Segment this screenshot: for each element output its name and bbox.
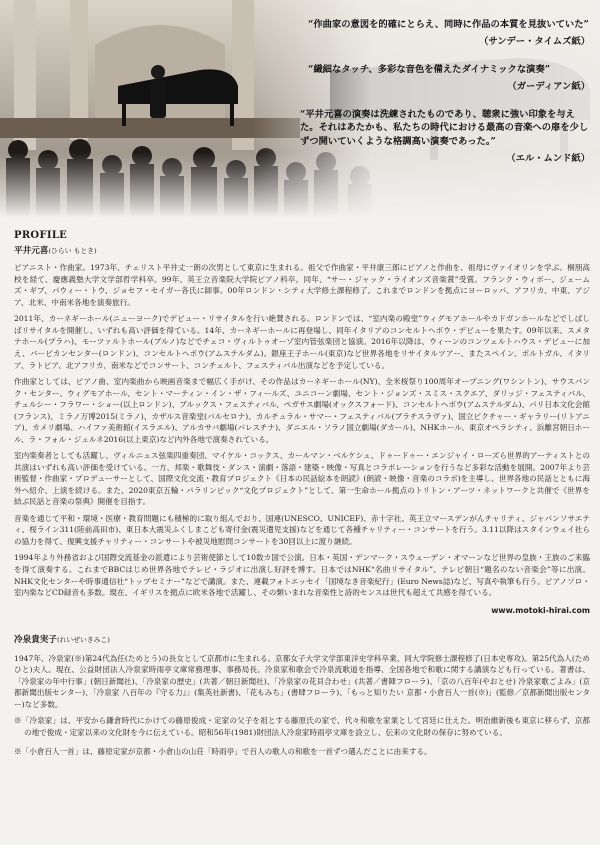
quote-text: “作曲家の意図を的確にとらえ、同時に作品の本質を見抜いていた” — [308, 19, 589, 30]
reizei-name-ruby: (れいぜいきみこ) — [56, 636, 110, 645]
bio-paragraph: 2011年、カーネギーホール(ニューヨーク)でデビュー・リサイタルを行い絶賛される。ロンドンでは、“室内楽の殿堂”ウィグモアホールやカドガンホールなどでしばしばリサイタルを開催し、いずれも高い評価を得ている。14年、カーネギーホールに再登場し、同年イタリアのコンセルトヘボウ・デビューを果たす。09年以来、スメタナホール(プラハ)、モーツァルトホール(ブルノ)などでチェコ・ヴィルトゥオーゾ室内管弦楽団と協演。2016年以降は、ウィーンのコンツェルトハウス・デビューに加え、バービカンセンター(ロンドン)、コンセルトヘボウ(アムステルダム)、銀座王子ホール(東京)など世界各地をリサイタルツアー、またスペイン、ポルトガル、イタリア、ラトビア、北アフリカ、南米などでコンサート、コンチェルト、フェスティバル出演などを予定している。 — [14, 314, 590, 370]
bio-paragraph: 音楽を通じて平和・環境・医療・教育問題にも積極的に取り組んでおり、国連(UNESCO、UNICEF)、赤十字社、英王立マースデンがんチャリティ、ジャパンソサエティ、桜ライン311(陸前高田市)、東日本大震災ふくしまこども寄付金(震災遺児支援)などを通じて各種チャリティー・コンサートを行う。3.11以降はスタインウェイ社らの協力を得て、復興支援チャリティー・コンサートや被災地慰問コンサートを30回以上に渡り継続。 — [14, 513, 590, 546]
bio-paragraph: 室内楽奏者としても活躍し、ヴィルニュス弦楽四重奏団、マイケル・コックス、カールマン・ベルケシュ、ドゥードゥー・エンジャイ・ローズら世界的アーティストとの共演はいずれも高い評価を受けている。一方、邦楽・歌舞伎・ダンス・演劇・落語・建築・映像・写真とコラボレーションを行うなど多彩な活動を展開。2007年より芸術監督・作曲家・プロデューサーとして、国際文化交流・教育プロジェクト《日本の民話絵本を朗読》(朗読・映像・音楽のコラボ)を主導し、世界各地の民話とともに海外へ紹介、上演を続ける。また、2020東京五輪・パラリンピック“文化プロジェクト”として、第一生命ホール拠点のトリトン・アーツ・ネットワークと共催で《世界を結ぶ民話と音楽の祭典》開催を目指す。 — [14, 451, 590, 507]
press-quotes — [300, 18, 590, 180]
bio-paragraph: ピアニスト・作曲家。1973年、チェリスト平井丈一朗の次男として東京に生まれる。祖父で作曲家・平井康三郎にピアノと作曲を、祖母にヴァイオリンを学ぶ。桐朋高校を経て、慶應義塾大学文学部哲学科卒。99年、英王立音楽院大学院ピアノ科卒。同年、“サー・ジャック・ライオンズ音楽賞”受賞。フランク・ウィボー、ジェームズ・ギブ、パウィー・トウ、ジョセフ・セイガー各氏に師事。00年ロンドン・シティ大学修士課程修了。これまでロンドンを拠点にヨーロッパ、アフリカ、中東、アジア、北米、中南米各地を演奏旅行。 — [14, 263, 590, 307]
reizei-name-text: 冷泉貴実子 — [14, 635, 57, 646]
bio-paragraph: 作曲家としては、ピアノ曲、室内楽曲から映画音楽まで幅広く手がけ、その作品はカーネギーホール(NY)、全米桜祭り100周年オープニング(ワシントン)、サウスバンク・センター、ウィグモアホール、セント・マーティン・イン・ザ・フィールズ、ユニコーン劇場、セント・ジョンズ・スミス・スクエア、ダリッジ・フェスティバル、チェルシー・フラワー・ショー(以上ロンドン)、ブルックス・フェスティバル、ペガサス劇場(オックスフォード)、コンセルトヘボウ(アムステルダム)、パリ日本文化会館(フランス)、ミラノ万博2015(ミラノ)、カザルス音楽堂(バルセロナ)、カルチュラル・サマー・フェスティバル(ブラチスラヴァ)、国立ピクチャー・ギャラリー(リトアニア)、カメリ劇場、ハイファ美術館(イスラエル)、アルカサバ劇場(パレスチナ)、ダニエル・ソラノ国立劇場(ダカール)、NHKホール、東京オペラシティ、浜離宮朝日ホール、ラ・フォル・ジュルネ2016(以上東京)など内外各地で演奏されている。 — [14, 377, 590, 444]
profile-heading: PROFILE — [14, 230, 68, 241]
footnote-hyakunin-isshu: ※「小倉百人一首」は、藤原定家が京都・小倉山の山荘「時雨亭」で百人の歌人の和歌を一首ずつ選んだことに由来する。 — [14, 747, 432, 757]
website-link[interactable]: www.motoki-hirai.com — [491, 605, 590, 615]
quote-source: （ガーディアン紙） — [507, 81, 590, 93]
quote-el-mundo — [300, 108, 590, 166]
quote-sunday-times — [300, 18, 590, 49]
quote-source: （エル・ムンド紙） — [506, 153, 590, 165]
reizei-bio: 1947年、冷泉家(※)第24代為任(ためとう)の長女として京都市に生まれる。京都女子大学文学部東洋史学科卒業、同大学院修士課程修了(日本史専攻)。第25代為人(ためひと)夫人。現在、公益財団法人冷泉家時雨亭文庫常務理事、事務局長。冷泉家和歌会で冷泉流歌道を指導、全国各地で和歌に関する講演なども行っている。著書は、「冷泉家の年中行事」(朝日新聞社)、「冷泉家の歴史」(共著／朝日新聞社)、「冷泉家の花貝合わせ」(共著／書陣フローラ)、「京の八百年(やおとせ) 冷泉家歌ごよみ」(京都新聞出版センター)、「冷泉家 八百年の『守る力』」(集英社新書)、「花もみち」(書肆フローラ)、「もっと知りたい 京都・小倉百人一首(※)」(監修／京都新聞出版センター)など多数。 — [14, 653, 590, 709]
pianist-name — [14, 245, 590, 258]
quote-text: “繊細なタッチ、多彩な音色を備えたダイナミックな演奏” — [308, 63, 551, 75]
footnote-reizei-family: ※「冷泉家」は、平安から鎌倉時代にかけての藤原俊成・定家の父子を祖とする藤原氏の家で、代々和歌を家業として宮廷に仕えた。明治維新後も東京に移らず、京都の地で俊成・定家以来の文化財を今に伝えている。昭和56年(1981)財団法人冷泉家時雨亭文庫を設立し、伝来の文化財の保存に努めている。 — [14, 716, 590, 737]
quote-text: “平井元喜の演奏は洗練されたものであり、聴衆に強い印象を与えた。それはあたかも、私たちの時代における最高の音楽への扉を少しずつ開いていくような格調高い演奏であった。” — [300, 108, 589, 147]
pianist-name-text: 平井元喜 — [14, 246, 49, 257]
hero-section — [0, 0, 600, 218]
reizei-name — [14, 634, 590, 647]
pianist-name-ruby: (ひらい もとき) — [48, 247, 97, 256]
profile-content — [14, 228, 590, 758]
quote-source: （サンデー・タイムズ紙） — [479, 36, 590, 48]
quote-guardian — [300, 63, 590, 94]
bio-paragraph: 1994年より外務省および国際交流基金の派遣により芸術使節として10数カ国で公演。日本・英国・デンマーク・スウェーデン・オマーンなど世界の皇族・王族のご来臨を得て演奏する。これまでBBCはじめ世界各地でテレビ・ラジオに出演し好評を博す。日本ではNHK“名曲リサイタル”、テレビ朝日“題名のない音楽会”等に出演。NHK文化センターや時事通信社“トップセミナー”などで講演。また、連載フォトエッセイ「国境なき音楽紀行」(Euro News誌)など、写真や執筆も行う。ピアノソロ・室内楽などCD録音も多数。現在、イギリスを拠点に欧米各地で活躍し、その類いまれな音楽性と詩的センスは世代も超えて共感を得ている。 — [14, 553, 590, 598]
